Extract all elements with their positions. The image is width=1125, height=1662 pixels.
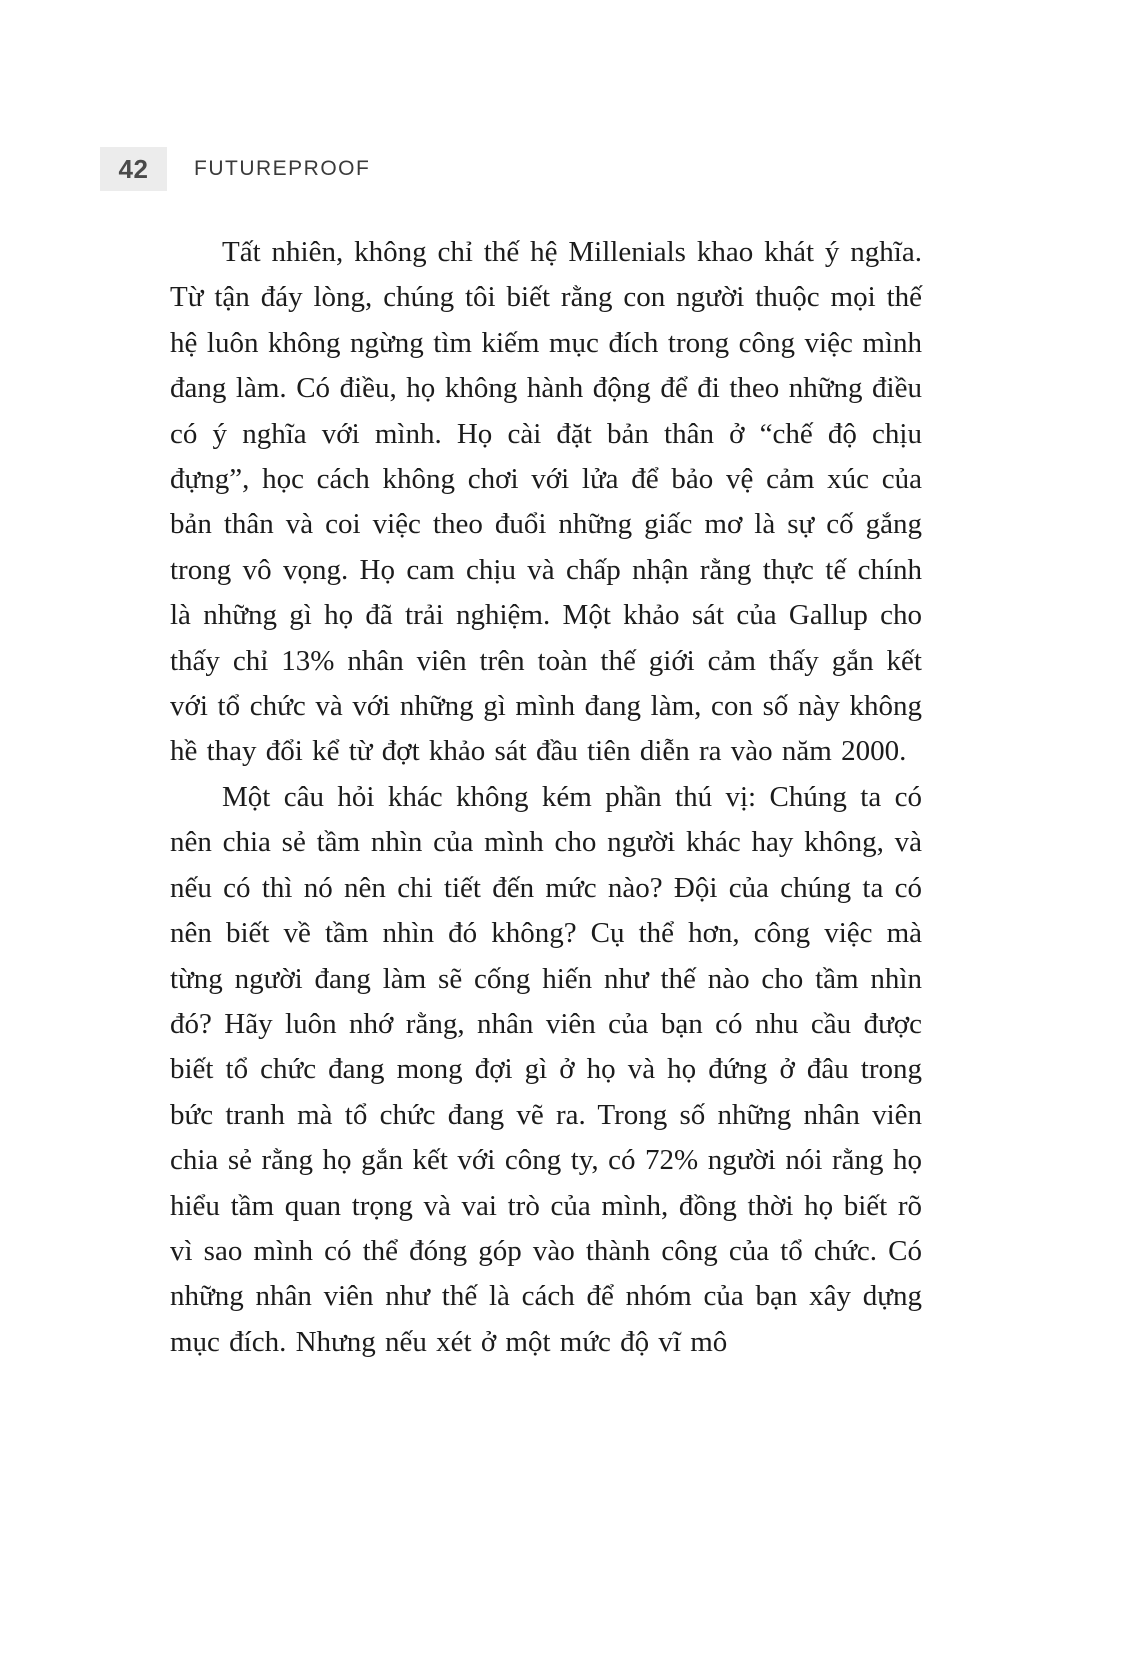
page-number: 42	[118, 153, 149, 184]
book-title: FUTUREPROOF	[194, 157, 371, 180]
page-header	[100, 147, 370, 191]
paragraph-1: Tất nhiên, không chỉ thế hệ Millenials khao khát ý nghĩa. Từ tận đáy lòng, chúng tôi biết rằng con người thuộc mọi thế hệ luôn không ngừng tìm kiếm mục đích trong công việc mình đang làm. Có điều, họ không hành động để đi theo những điều có ý nghĩa với mình. Họ cài đặt bản thân ở “chế độ chịu đựng”, học cách không chơi với lửa để bảo vệ cảm xúc của bản thân và coi việc theo đuổi những giấc mơ là sự cố gắng trong vô vọng. Họ cam chịu và chấp nhận rằng thực tế chính là những gì họ đã trải nghiệm. Một khảo sát của Gallup cho thấy chỉ 13% nhân viên trên toàn thế giới cảm thấy gắn kết với tổ chức và với những gì mình đang làm, con số này không hề thay đổi kể từ đợt khảo sát đầu tiên diễn ra vào năm 2000.	[170, 236, 922, 768]
page-number-box	[100, 147, 167, 191]
page-body	[170, 230, 922, 1365]
paragraph-2: Một câu hỏi khác không kém phần thú vị: Chúng ta có nên chia sẻ tầm nhìn của mình cho người khác hay không, và nếu có thì nó nên chi tiết đến mức nào? Đội của chúng ta có nên biết về tầm nhìn đó không? Cụ thể hơn, công việc mà từng người đang làm sẽ cống hiến như thế nào cho tầm nhìn đó? Hãy luôn nhớ rằng, nhân viên của bạn có nhu cầu được biết tổ chức đang mong đợi gì ở họ và họ đứng ở đâu trong bức tranh mà tổ chức đang vẽ ra. Trong số những nhân viên chia sẻ rằng họ gắn kết với công ty, có 72% người nói rằng họ hiểu tầm quan trọng và vai trò của mình, đồng thời họ biết rõ vì sao mình có thể đóng góp vào thành công của tổ chức. Có những nhân viên như thế là cách để nhóm của bạn xây dựng mục đích. Nhưng nếu xét ở một mức độ vĩ mô	[170, 780, 922, 1358]
